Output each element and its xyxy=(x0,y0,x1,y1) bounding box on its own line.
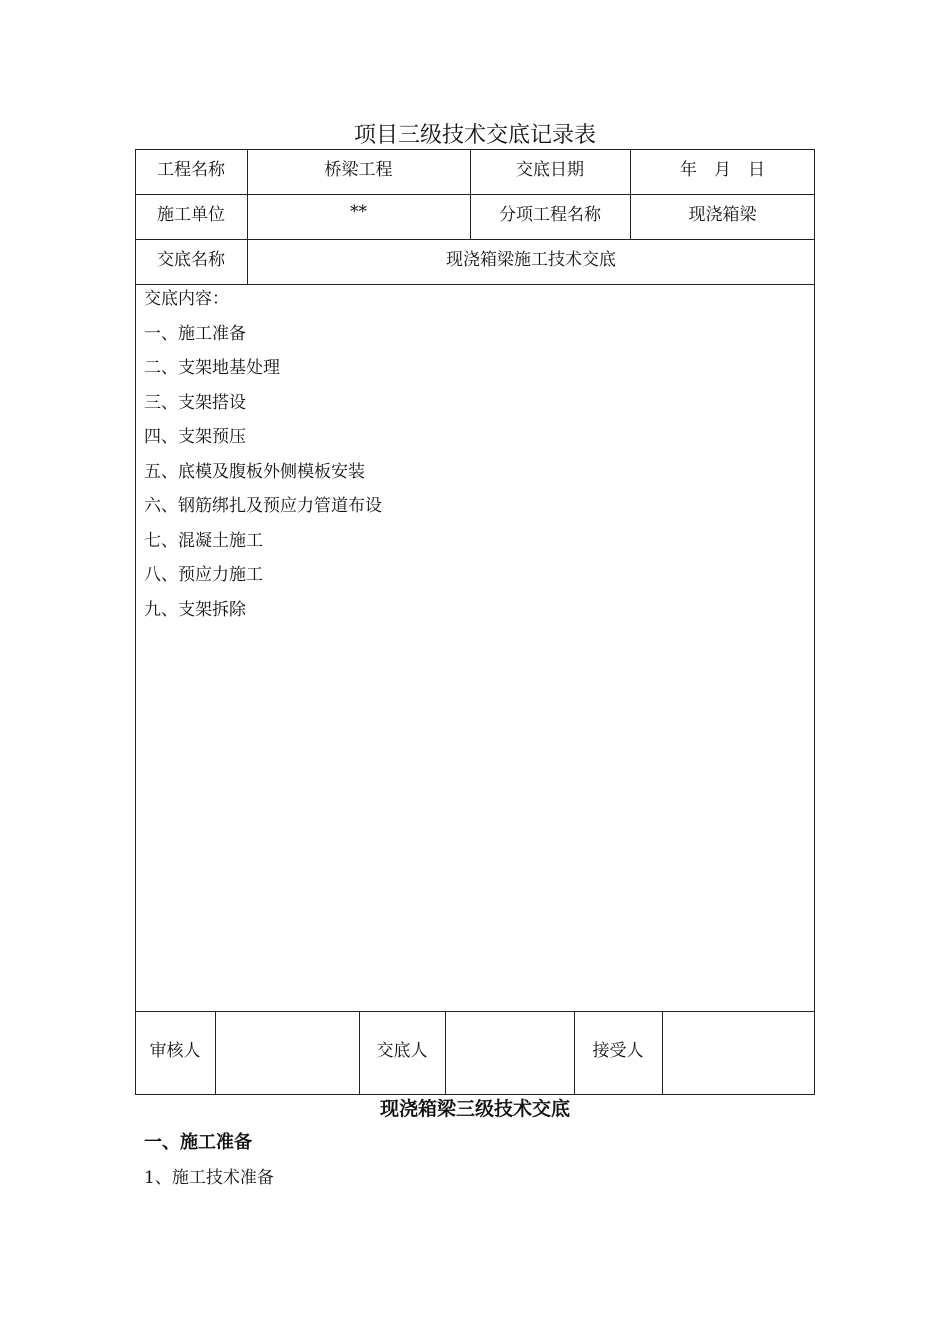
reviewer-label: 审核人 xyxy=(149,1040,201,1061)
sub-project-label: 分项工程名称 xyxy=(499,204,601,225)
content-label: 交底内容： xyxy=(144,289,229,309)
paragraph: 1、施工技术准备 xyxy=(144,1168,274,1188)
sub-project-value: 现浇箱梁 xyxy=(688,204,757,225)
content-item: 七、混凝土施工 xyxy=(144,530,263,551)
table-border-right xyxy=(814,149,815,1095)
disclosure-name-value: 现浇箱梁施工技术交底 xyxy=(446,249,616,270)
disclosure-record-form xyxy=(135,149,815,1095)
content-item: 四、支架预压 xyxy=(144,427,246,447)
project-name-value: 桥梁工程 xyxy=(324,159,393,180)
project-name-label: 工程名称 xyxy=(157,159,225,180)
section-main-heading: 现浇箱梁三级技术交底 xyxy=(379,1098,570,1120)
content-item: 九、支架拆除 xyxy=(144,599,246,620)
content-item: 二、支架地基处理 xyxy=(144,358,280,378)
receiver-signature-field[interactable] xyxy=(662,1011,815,1085)
date-value: 年 月 日 xyxy=(680,159,765,180)
content-item: 三、支架搭设 xyxy=(144,392,246,413)
content-item: 一、施工准备 xyxy=(144,323,246,344)
content-item: 五、底模及腹板外侧模板安装 xyxy=(144,461,365,482)
discloser-label: 交底人 xyxy=(376,1040,428,1061)
receiver-label: 接受人 xyxy=(592,1040,644,1061)
unit-label: 施工单位 xyxy=(157,204,225,225)
discloser-signature-field[interactable] xyxy=(445,1011,574,1085)
date-label: 交底日期 xyxy=(516,159,584,180)
content-item: 八、预应力施工 xyxy=(144,565,263,585)
document-title: 项目三级技术交底记录表 xyxy=(353,123,596,148)
disclosure-content xyxy=(144,285,382,630)
section-heading: 一、施工准备 xyxy=(144,1132,252,1153)
disclosure-name-label: 交底名称 xyxy=(157,249,225,270)
table-border-left xyxy=(135,149,136,1095)
unit-value: ** xyxy=(350,202,367,222)
content-item: 六、钢筋绑扎及预应力管道布设 xyxy=(144,496,382,516)
reviewer-signature-field[interactable] xyxy=(215,1011,359,1085)
